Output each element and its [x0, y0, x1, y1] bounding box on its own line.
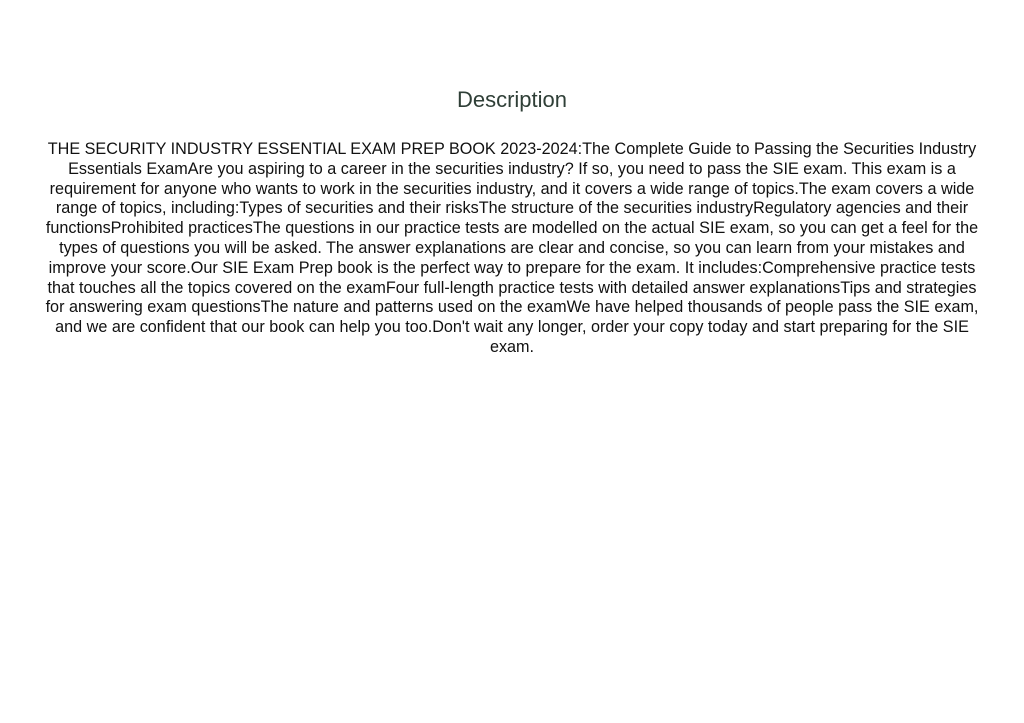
description-heading: Description: [456, 87, 568, 112]
description-body: THE SECURITY INDUSTRY ESSENTIAL EXAM PREP BOOK 2023-2024:The Complete Guide to Passing the Securities Industry Essentials ExamAre you aspiring to a career in the securities industry? If so, you need to pass the SIE exam. This exam is a requirement for anyone who wants to work in the securities industry, and it covers a wide range of topics.The exam covers a wide range of topics, including:Types of securities and their risksThe structure of the securities industryRegulatory agencies and their functionsProhibited practicesThe questions in our practice tests are modelled on the actual SIE exam, so you can get a feel for the types of questions you will be asked. The answer explanations are clear and concise, so you can learn from your mistakes and improve your score.Our SIE Exam Prep book is the perfect way to prepare for the exam. It includes:Comprehensive practice tests that touches all the topics covered on the examFour full-length practice tests with detailed answer explanationsTips and strategies for answering exam questionsThe nature and patterns used on the examWe have helped thousands of people pass the SIE exam, and we are confident that our book can help you too.Don't wait any longer, order your copy today and start preparing for the SIE exam.: [45, 140, 979, 356]
